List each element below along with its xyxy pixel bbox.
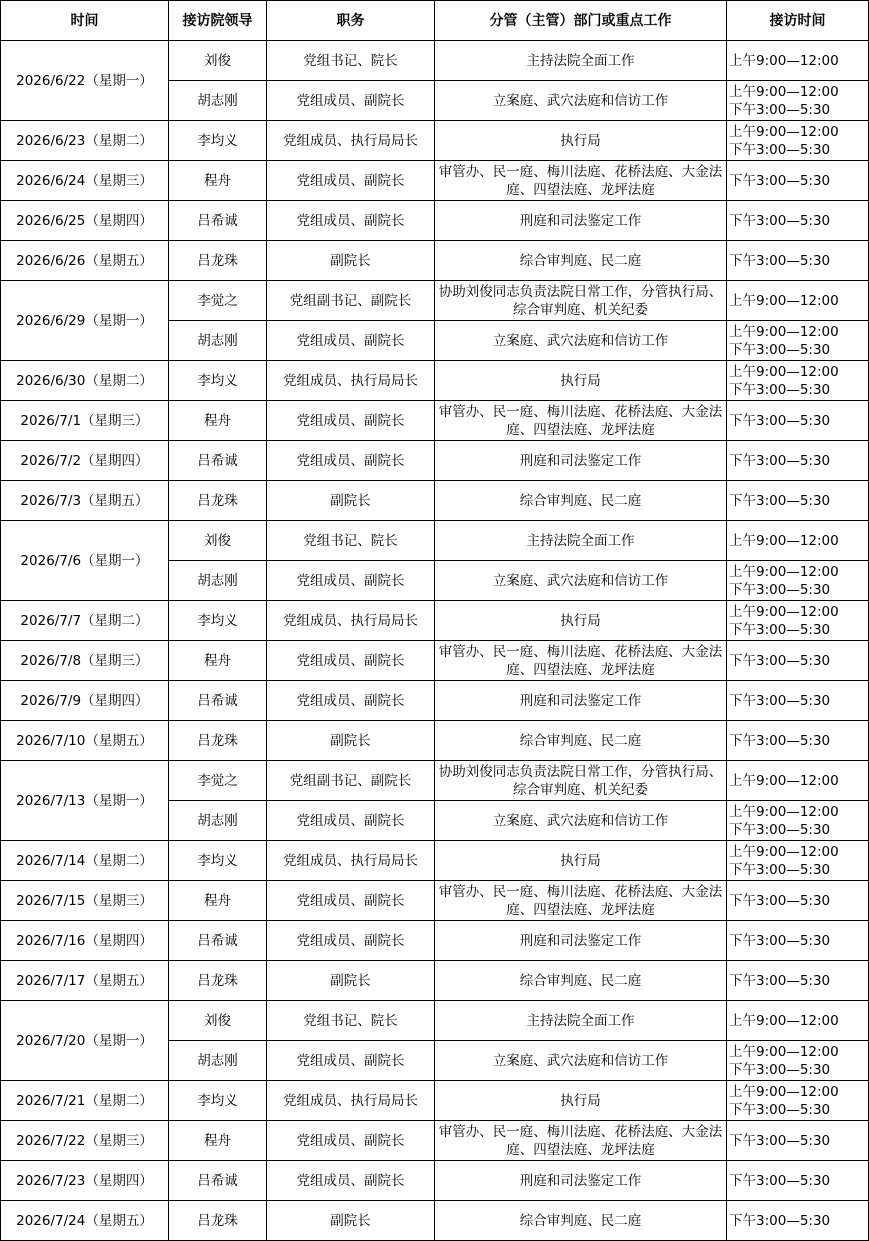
cell-title: 党组成员、副院长: [267, 321, 435, 361]
cell-leader: 刘俊: [169, 41, 267, 81]
table-row: [1, 1001, 869, 1041]
table-row: [1, 361, 869, 401]
cell-dept: 审管办、民一庭、梅川法庭、花桥法庭、大金法庭、四望法庭、龙坪法庭: [435, 641, 727, 681]
cell-date: 2026/7/24（星期五）: [1, 1201, 169, 1241]
cell-dept: 综合审判庭、民二庭: [435, 961, 727, 1001]
table-row: [1, 1121, 869, 1161]
cell-time: 上午9:00—12:00: [727, 41, 869, 81]
cell-time: 下午3:00—5:30: [727, 401, 869, 441]
cell-dept: 审管办、民一庭、梅川法庭、花桥法庭、大金法庭、四望法庭、龙坪法庭: [435, 161, 727, 201]
cell-dept: 审管办、民一庭、梅川法庭、花桥法庭、大金法庭、四望法庭、龙坪法庭: [435, 881, 727, 921]
table-row: [1, 641, 869, 681]
cell-dept: 刑庭和司法鉴定工作: [435, 681, 727, 721]
cell-time: 下午3:00—5:30: [727, 1121, 869, 1161]
cell-date: 2026/7/2（星期四）: [1, 441, 169, 481]
cell-time: 下午3:00—5:30: [727, 201, 869, 241]
cell-dept: 主持法院全面工作: [435, 1001, 727, 1041]
cell-title: 党组成员、执行局局长: [267, 121, 435, 161]
cell-leader: 胡志刚: [169, 321, 267, 361]
cell-title: 副院长: [267, 721, 435, 761]
cell-time: 上午9:00—12:00 下午3:00—5:30: [727, 321, 869, 361]
cell-leader: 吕龙珠: [169, 961, 267, 1001]
cell-title: 党组成员、副院长: [267, 1041, 435, 1081]
cell-leader: 李觉之: [169, 281, 267, 321]
cell-date: 2026/7/20（星期一）: [1, 1001, 169, 1081]
cell-title: 党组成员、副院长: [267, 401, 435, 441]
cell-time: 上午9:00—12:00 下午3:00—5:30: [727, 1041, 869, 1081]
cell-time: 下午3:00—5:30: [727, 1201, 869, 1241]
cell-time: 下午3:00—5:30: [727, 441, 869, 481]
cell-date: 2026/7/23（星期四）: [1, 1161, 169, 1201]
table-row: [1, 1161, 869, 1201]
cell-dept: 刑庭和司法鉴定工作: [435, 1161, 727, 1201]
cell-time: 下午3:00—5:30: [727, 721, 869, 761]
table-row: [1, 121, 869, 161]
cell-dept: 执行局: [435, 121, 727, 161]
cell-leader: 程舟: [169, 641, 267, 681]
cell-dept: 协助刘俊同志负责法院日常工作，分管执行局、综合审判庭、机关纪委: [435, 281, 727, 321]
cell-title: 党组成员、副院长: [267, 1161, 435, 1201]
cell-date: 2026/7/17（星期五）: [1, 961, 169, 1001]
cell-date: 2026/6/26（星期五）: [1, 241, 169, 281]
cell-title: 党组成员、副院长: [267, 881, 435, 921]
cell-title: 党组副书记、副院长: [267, 281, 435, 321]
cell-leader: 吕希诚: [169, 201, 267, 241]
cell-dept: 执行局: [435, 1081, 727, 1121]
cell-time: 上午9:00—12:00 下午3:00—5:30: [727, 801, 869, 841]
cell-leader: 李均义: [169, 361, 267, 401]
cell-leader: 胡志刚: [169, 561, 267, 601]
cell-time: 上午9:00—12:00 下午3:00—5:30: [727, 361, 869, 401]
cell-dept: 协助刘俊同志负责法院日常工作，分管执行局、综合审判庭、机关纪委: [435, 761, 727, 801]
cell-leader: 程舟: [169, 161, 267, 201]
cell-leader: 吕希诚: [169, 921, 267, 961]
cell-leader: 李均义: [169, 121, 267, 161]
cell-leader: 李均义: [169, 601, 267, 641]
cell-dept: 审管办、民一庭、梅川法庭、花桥法庭、大金法庭、四望法庭、龙坪法庭: [435, 1121, 727, 1161]
cell-time: 上午9:00—12:00: [727, 281, 869, 321]
cell-leader: 吕希诚: [169, 681, 267, 721]
cell-dept: 刑庭和司法鉴定工作: [435, 441, 727, 481]
cell-time: 下午3:00—5:30: [727, 961, 869, 1001]
cell-dept: 刑庭和司法鉴定工作: [435, 201, 727, 241]
table-row: [1, 281, 869, 321]
cell-date: 2026/6/29（星期一）: [1, 281, 169, 361]
cell-title: 党组成员、执行局局长: [267, 841, 435, 881]
cell-dept: 综合审判庭、民二庭: [435, 241, 727, 281]
cell-dept: 综合审判庭、民二庭: [435, 721, 727, 761]
cell-date: 2026/7/15（星期三）: [1, 881, 169, 921]
table-row: [1, 481, 869, 521]
cell-date: 2026/6/22（星期一）: [1, 41, 169, 121]
cell-title: 党组成员、副院长: [267, 1121, 435, 1161]
cell-date: 2026/6/30（星期二）: [1, 361, 169, 401]
cell-time: 下午3:00—5:30: [727, 641, 869, 681]
header-leader: 接访院领导: [169, 1, 267, 41]
cell-time: 下午3:00—5:30: [727, 481, 869, 521]
cell-title: 党组成员、执行局局长: [267, 361, 435, 401]
cell-leader: 李均义: [169, 1081, 267, 1121]
table-row: [1, 161, 869, 201]
cell-date: 2026/7/9（星期四）: [1, 681, 169, 721]
cell-leader: 吕龙珠: [169, 481, 267, 521]
cell-title: 党组成员、副院长: [267, 801, 435, 841]
cell-dept: 审管办、民一庭、梅川法庭、花桥法庭、大金法庭、四望法庭、龙坪法庭: [435, 401, 727, 441]
header-title: 职务: [267, 1, 435, 41]
table-row: [1, 761, 869, 801]
cell-date: 2026/6/23（星期二）: [1, 121, 169, 161]
cell-title: 党组书记、院长: [267, 521, 435, 561]
cell-title: 党组成员、副院长: [267, 201, 435, 241]
table-row: [1, 241, 869, 281]
cell-dept: 刑庭和司法鉴定工作: [435, 921, 727, 961]
cell-time: 下午3:00—5:30: [727, 681, 869, 721]
cell-dept: 执行局: [435, 601, 727, 641]
cell-date: 2026/7/8（星期三）: [1, 641, 169, 681]
cell-time: 上午9:00—12:00: [727, 1001, 869, 1041]
cell-dept: 立案庭、武穴法庭和信访工作: [435, 81, 727, 121]
table-row: [1, 921, 869, 961]
cell-date: 2026/7/7（星期二）: [1, 601, 169, 641]
cell-time: 下午3:00—5:30: [727, 921, 869, 961]
cell-title: 党组成员、执行局局长: [267, 1081, 435, 1121]
cell-dept: 立案庭、武穴法庭和信访工作: [435, 561, 727, 601]
cell-title: 党组成员、副院长: [267, 81, 435, 121]
cell-time: 下午3:00—5:30: [727, 1161, 869, 1201]
cell-title: 党组书记、院长: [267, 1001, 435, 1041]
cell-leader: 胡志刚: [169, 1041, 267, 1081]
cell-title: 党组成员、副院长: [267, 561, 435, 601]
cell-date: 2026/6/24（星期三）: [1, 161, 169, 201]
cell-date: 2026/7/13（星期一）: [1, 761, 169, 841]
cell-title: 党组成员、副院长: [267, 441, 435, 481]
cell-time: 上午9:00—12:00 下午3:00—5:30: [727, 121, 869, 161]
cell-dept: 主持法院全面工作: [435, 41, 727, 81]
header-row: [1, 1, 869, 41]
cell-time: 上午9:00—12:00 下午3:00—5:30: [727, 601, 869, 641]
cell-leader: 吕龙珠: [169, 721, 267, 761]
cell-date: 2026/6/25（星期四）: [1, 201, 169, 241]
cell-leader: 吕龙珠: [169, 241, 267, 281]
cell-leader: 刘俊: [169, 1001, 267, 1041]
table-row: [1, 881, 869, 921]
cell-leader: 李均义: [169, 841, 267, 881]
cell-leader: 吕龙珠: [169, 1201, 267, 1241]
cell-dept: 立案庭、武穴法庭和信访工作: [435, 1041, 727, 1081]
cell-title: 党组副书记、副院长: [267, 761, 435, 801]
cell-time: 上午9:00—12:00: [727, 761, 869, 801]
cell-time: 上午9:00—12:00 下午3:00—5:30: [727, 561, 869, 601]
header-time: 接访时间: [727, 1, 869, 41]
cell-date: 2026/7/1（星期三）: [1, 401, 169, 441]
table-body: [1, 41, 869, 1241]
cell-title: 副院长: [267, 241, 435, 281]
cell-dept: 主持法院全面工作: [435, 521, 727, 561]
cell-title: 党组成员、执行局局长: [267, 601, 435, 641]
cell-time: 下午3:00—5:30: [727, 161, 869, 201]
cell-date: 2026/7/10（星期五）: [1, 721, 169, 761]
cell-leader: 吕希诚: [169, 1161, 267, 1201]
cell-title: 党组成员、副院长: [267, 921, 435, 961]
cell-dept: 立案庭、武穴法庭和信访工作: [435, 321, 727, 361]
cell-title: 副院长: [267, 1201, 435, 1241]
cell-date: 2026/7/16（星期四）: [1, 921, 169, 961]
cell-dept: 执行局: [435, 361, 727, 401]
cell-leader: 程舟: [169, 401, 267, 441]
cell-date: 2026/7/14（星期二）: [1, 841, 169, 881]
cell-title: 副院长: [267, 961, 435, 1001]
table-row: [1, 441, 869, 481]
header-date: 时间: [1, 1, 169, 41]
cell-dept: 立案庭、武穴法庭和信访工作: [435, 801, 727, 841]
cell-dept: 执行局: [435, 841, 727, 881]
cell-title: 副院长: [267, 481, 435, 521]
cell-time: 下午3:00—5:30: [727, 241, 869, 281]
cell-title: 党组成员、副院长: [267, 681, 435, 721]
cell-time: 上午9:00—12:00 下午3:00—5:30: [727, 81, 869, 121]
table-row: [1, 41, 869, 81]
table-row: [1, 841, 869, 881]
cell-time: 上午9:00—12:00 下午3:00—5:30: [727, 1081, 869, 1121]
header-dept: 分管（主管）部门或重点工作: [435, 1, 727, 41]
cell-title: 党组成员、副院长: [267, 161, 435, 201]
cell-date: 2026/7/21（星期二）: [1, 1081, 169, 1121]
cell-date: 2026/7/6（星期一）: [1, 521, 169, 601]
table-row: [1, 201, 869, 241]
cell-time: 上午9:00—12:00: [727, 521, 869, 561]
cell-leader: 吕希诚: [169, 441, 267, 481]
table-row: [1, 961, 869, 1001]
cell-title: 党组成员、副院长: [267, 641, 435, 681]
cell-dept: 综合审判庭、民二庭: [435, 481, 727, 521]
table-row: [1, 601, 869, 641]
cell-leader: 程舟: [169, 1121, 267, 1161]
cell-time: 上午9:00—12:00 下午3:00—5:30: [727, 841, 869, 881]
table-row: [1, 521, 869, 561]
table-row: [1, 1201, 869, 1241]
cell-leader: 胡志刚: [169, 801, 267, 841]
cell-title: 党组书记、院长: [267, 41, 435, 81]
cell-leader: 胡志刚: [169, 81, 267, 121]
cell-date: 2026/7/22（星期三）: [1, 1121, 169, 1161]
table-row: [1, 721, 869, 761]
cell-dept: 综合审判庭、民二庭: [435, 1201, 727, 1241]
cell-leader: 程舟: [169, 881, 267, 921]
table-row: [1, 1081, 869, 1121]
cell-time: 下午3:00—5:30: [727, 881, 869, 921]
cell-leader: 刘俊: [169, 521, 267, 561]
table-row: [1, 681, 869, 721]
table-row: [1, 401, 869, 441]
cell-leader: 李觉之: [169, 761, 267, 801]
cell-date: 2026/7/3（星期五）: [1, 481, 169, 521]
